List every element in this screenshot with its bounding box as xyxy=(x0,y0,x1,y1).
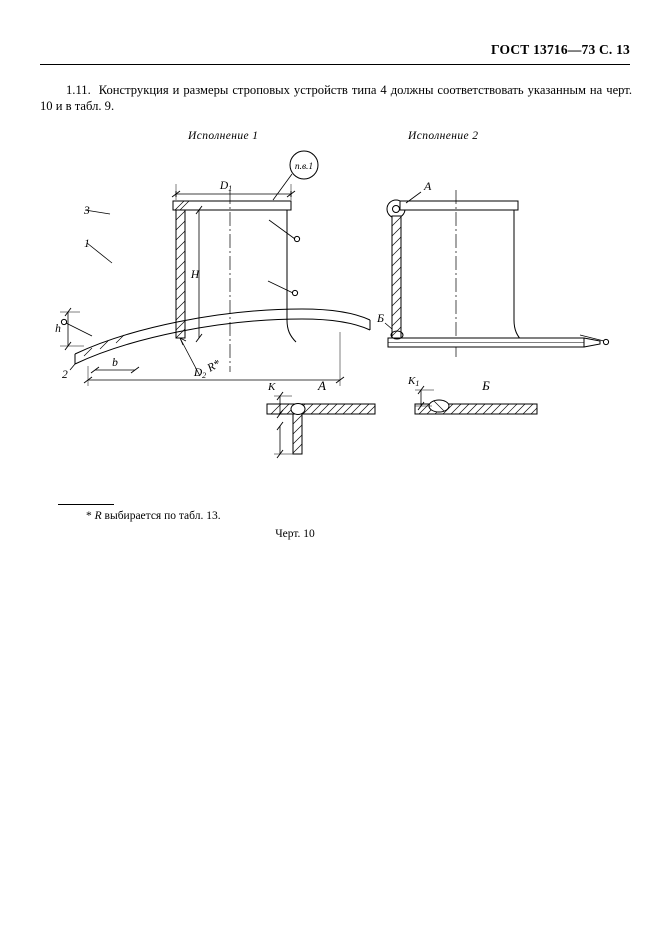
clause-number: 1.11. xyxy=(66,83,91,97)
technical-drawing xyxy=(40,142,630,542)
label-detail-B: Б xyxy=(482,378,490,393)
label-view-A: A xyxy=(424,179,432,193)
label-dim-D1: D1 xyxy=(219,180,233,193)
base-arc-bottom xyxy=(75,319,370,364)
header-divider xyxy=(40,64,630,65)
base-arc-hatch xyxy=(84,335,124,356)
label-dim-D2: D2 xyxy=(193,367,207,380)
footnote-divider xyxy=(58,504,114,505)
label-dim-K1: K1 xyxy=(408,375,420,388)
label-detail-A: A xyxy=(318,378,326,393)
label-pos-3: 3 xyxy=(84,205,90,217)
label-dim-b: b xyxy=(112,357,118,369)
callout-label: п.в.1 xyxy=(294,162,314,172)
leader-pos1 xyxy=(87,243,112,263)
label-dim-H: H xyxy=(190,269,200,281)
v2-rolled-edge-inner xyxy=(393,206,400,213)
figure-caption: Черт. 10 xyxy=(275,528,315,540)
label-view-B: Б xyxy=(377,311,385,325)
leader-pos2 xyxy=(70,364,75,370)
label-pos-2: 2 xyxy=(62,369,68,381)
clause-paragraph xyxy=(40,82,632,114)
v2-top-flange xyxy=(400,201,518,210)
leader-dot-right-upper xyxy=(294,236,299,241)
label-dim-K: K xyxy=(268,381,276,393)
label-pos-1: 1 xyxy=(84,238,90,250)
page-header: ГОСТ 13716—73 С. 13 xyxy=(491,42,630,57)
figure-block xyxy=(40,120,630,540)
label-dim-R: R* xyxy=(205,357,223,375)
v2-leader-B xyxy=(385,323,392,329)
detail-A-rib xyxy=(293,414,302,454)
footnote-text: * R выбирается по табл. 13. xyxy=(86,510,221,522)
label-dim-h: h xyxy=(55,323,61,335)
top-flange xyxy=(173,201,291,210)
footnote-symbol: R xyxy=(94,510,102,522)
detail-A-plate xyxy=(267,404,375,414)
clause-text: Конструкция и размеры строповых устройств типа 4 должны соответствовать указанным на черт. 10 и в табл. 9. xyxy=(40,83,632,113)
cylinder-right-bottom xyxy=(287,320,296,342)
callout-leader xyxy=(273,174,292,200)
detail-A-weld xyxy=(291,404,305,415)
leader-dot-right-lower xyxy=(292,290,297,295)
leader-dot-left xyxy=(61,319,66,324)
variant-1-caption: Исполнение 1 xyxy=(188,130,259,142)
v2-leader-dot xyxy=(603,339,608,344)
variant-2-caption: Исполнение 2 xyxy=(408,130,479,142)
